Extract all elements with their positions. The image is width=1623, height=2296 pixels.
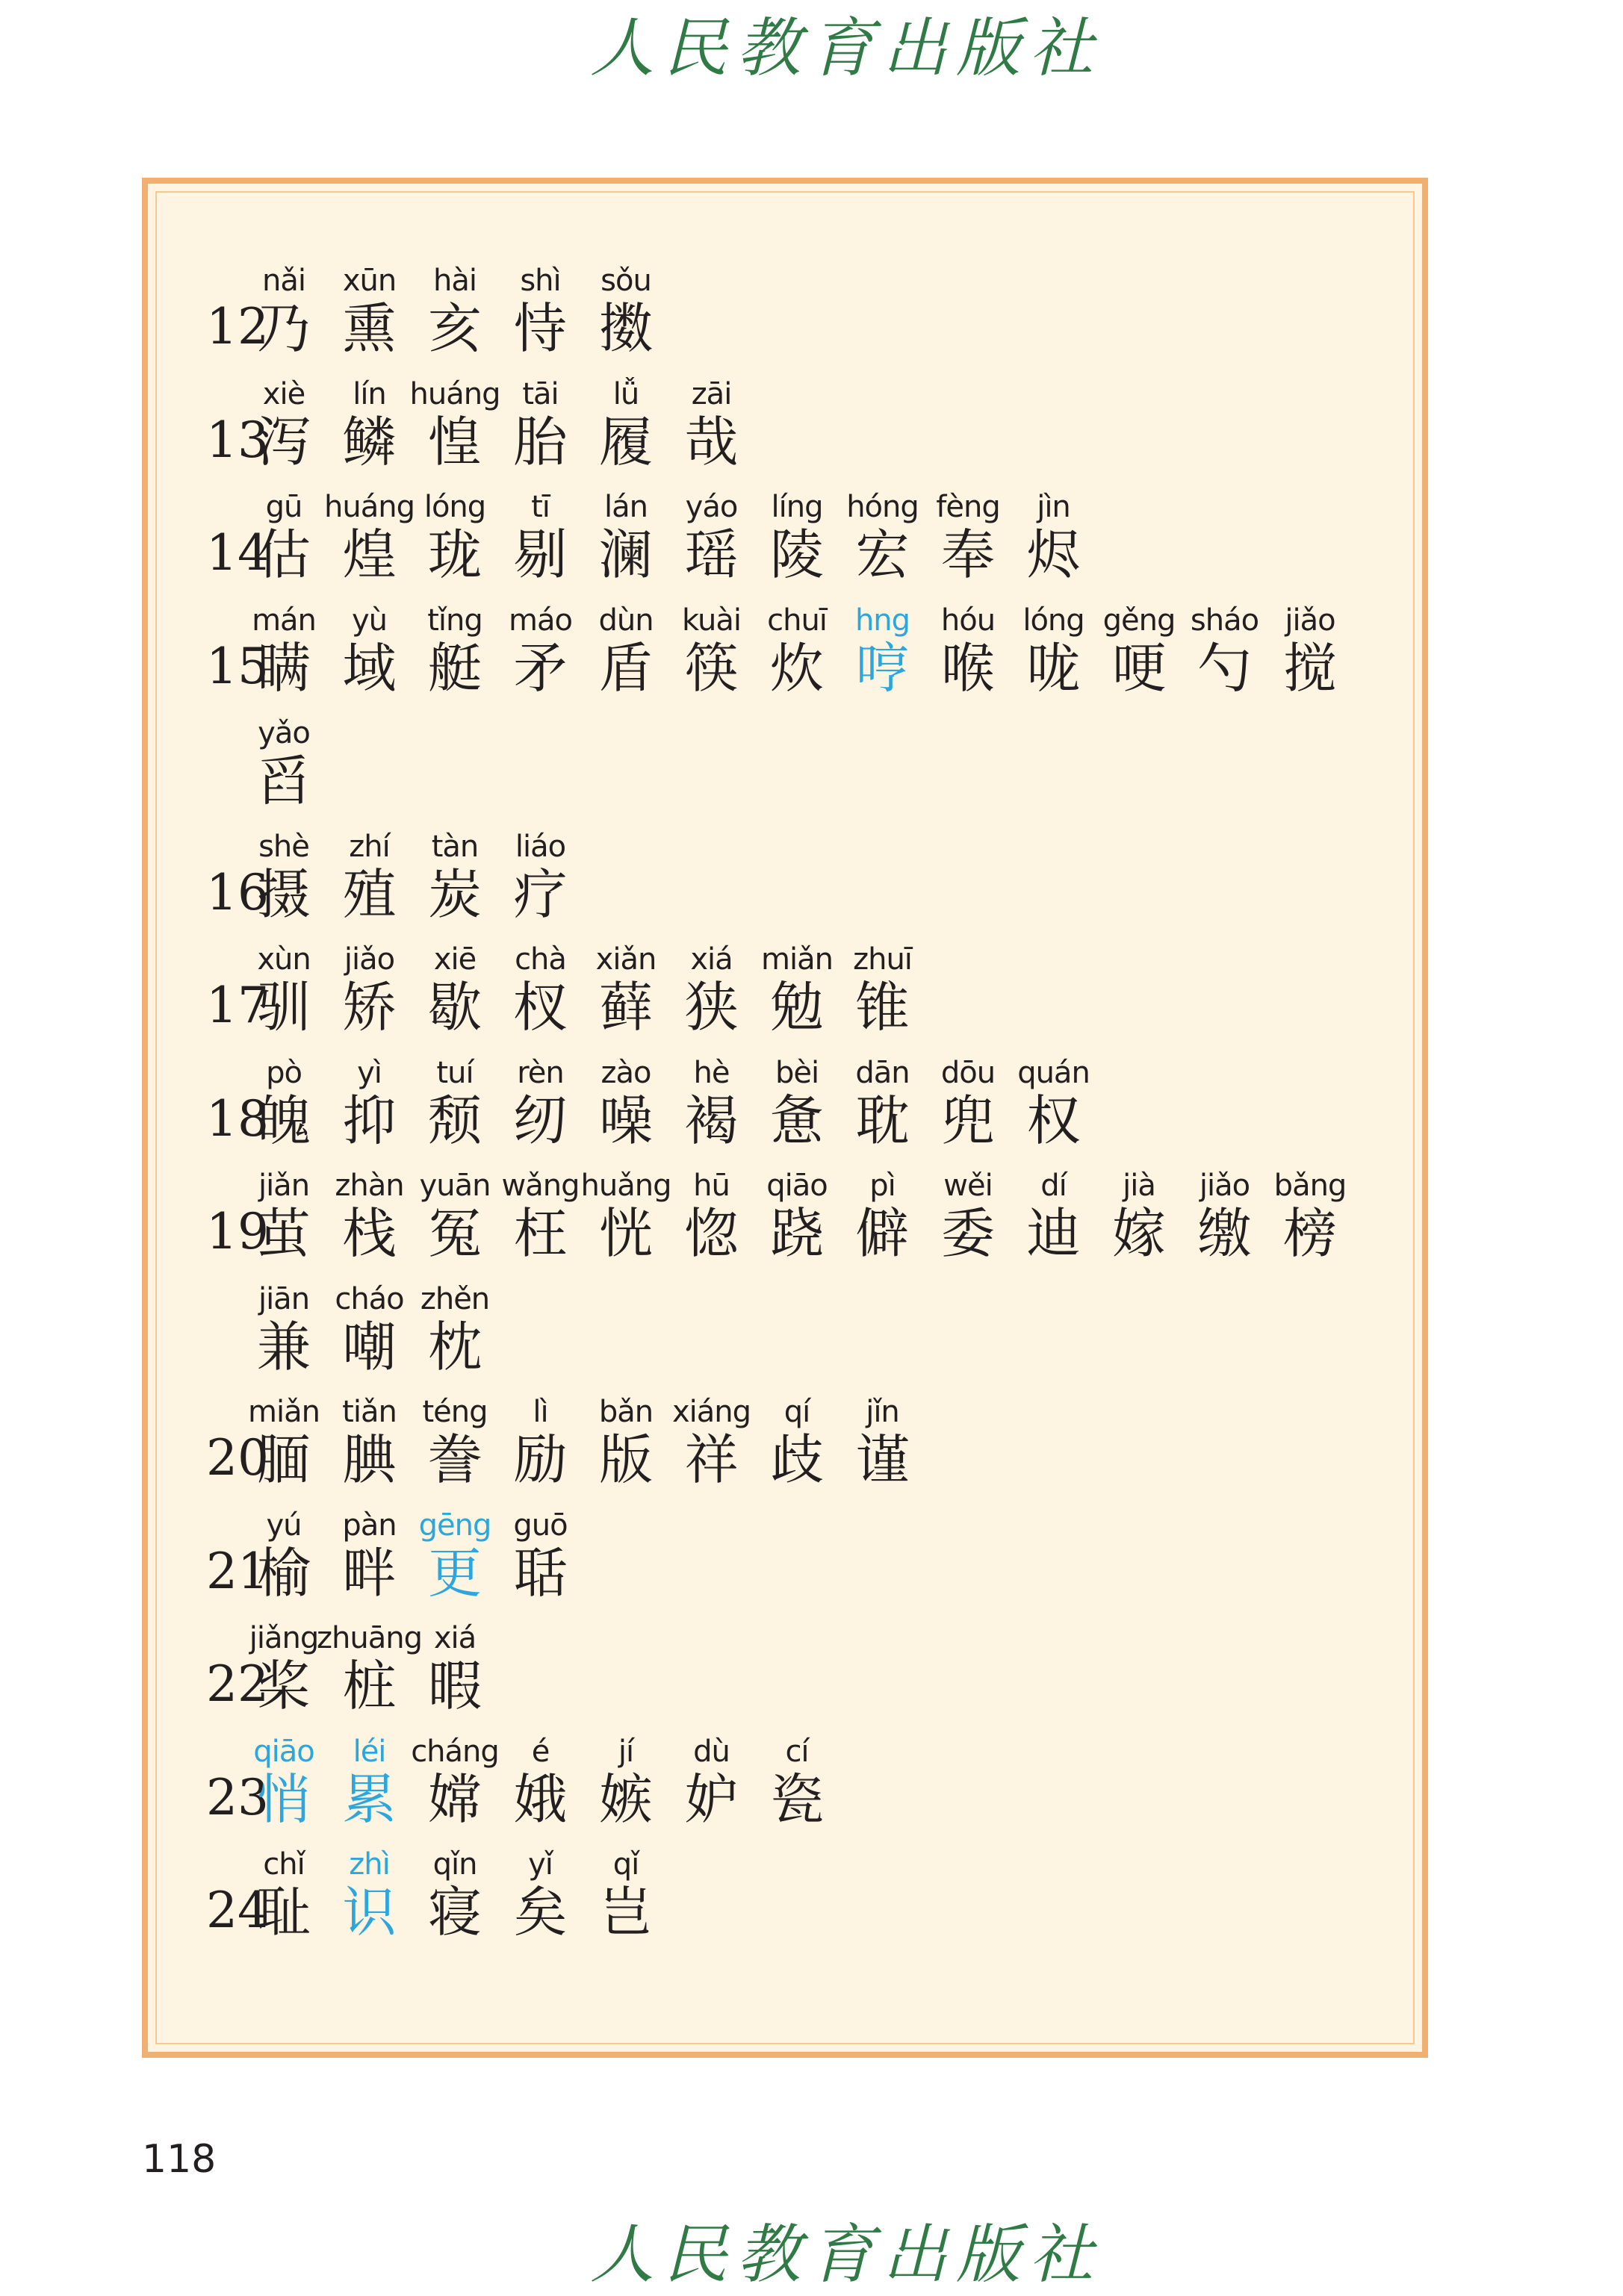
pinyin: quán (1017, 1055, 1090, 1090)
hanzi: 耽 (855, 1089, 910, 1152)
pinyin: wěi (943, 1169, 993, 1203)
hanzi: 勉 (769, 976, 824, 1039)
pinyin: hài (433, 264, 477, 298)
hanzi: 哉 (684, 410, 739, 473)
lesson-row (148, 1379, 1422, 1491)
pinyin: yáo (685, 490, 738, 524)
character-entry (240, 700, 327, 812)
hanzi: 剔 (513, 523, 568, 586)
lesson-row (148, 814, 1422, 926)
pinyin: pàn (342, 1508, 397, 1543)
hanzi: 惶 (427, 410, 482, 473)
lesson-number: 12 (206, 298, 269, 355)
hanzi: 熏 (342, 297, 397, 360)
hanzi: 殖 (342, 862, 397, 926)
pinyin: yú (266, 1508, 302, 1543)
lesson-row (148, 1493, 1422, 1605)
pinyin: qiāo (766, 1169, 828, 1203)
pinyin: bǎng (1273, 1169, 1347, 1203)
character-entry (497, 814, 584, 926)
pinyin: téng (422, 1395, 488, 1429)
pinyin: guō (513, 1508, 568, 1543)
pinyin: xūn (342, 264, 397, 298)
hanzi: 识 (342, 1881, 397, 1944)
lesson-number: 18 (206, 1089, 269, 1148)
hanzi: 胎 (513, 410, 568, 473)
hanzi: 咙 (1026, 636, 1081, 700)
hanzi: 疗 (513, 862, 568, 926)
hanzi: 嘲 (342, 1315, 397, 1378)
pinyin: jiǎo (344, 942, 395, 977)
hanzi: 兼 (256, 1315, 311, 1378)
lesson-row (148, 1153, 1422, 1265)
pinyin: shè (258, 829, 309, 864)
hanzi: 筷 (684, 636, 739, 700)
pinyin: zhí (349, 829, 390, 864)
pinyin: qiāo (253, 1734, 314, 1769)
pinyin: líng (771, 490, 823, 524)
pinyin: zhuī (853, 942, 912, 977)
hanzi: 烬 (1026, 523, 1081, 586)
hanzi: 寝 (427, 1881, 482, 1944)
pinyin: zhì (349, 1847, 390, 1882)
pinyin: lóng (423, 490, 486, 524)
hanzi: 狭 (684, 976, 739, 1039)
character-entry (583, 1832, 669, 1944)
lesson-number: 14 (206, 524, 269, 582)
hanzi: 茧 (256, 1202, 311, 1265)
pinyin: gēng (418, 1508, 491, 1543)
hanzi: 嫉 (598, 1767, 653, 1831)
hanzi: 冤 (427, 1202, 482, 1265)
pinyin: qí (783, 1395, 810, 1429)
hanzi: 魄 (256, 1089, 311, 1152)
hanzi: 嫦 (427, 1767, 482, 1831)
hanzi: 榆 (256, 1541, 311, 1605)
pinyin: gěng (1102, 603, 1176, 638)
pinyin: jiān (258, 1281, 310, 1316)
pinyin: lín (353, 376, 386, 411)
pinyin: cháng (411, 1734, 499, 1769)
pinyin: hóng (846, 490, 919, 524)
hanzi: 奉 (940, 523, 995, 586)
pinyin: sǒu (601, 264, 651, 298)
pinyin: lì (533, 1395, 548, 1429)
hanzi: 栈 (342, 1202, 397, 1265)
lesson-row (148, 1605, 1422, 1717)
pinyin: zào (601, 1055, 651, 1090)
pinyin: yì (357, 1055, 382, 1090)
pinyin: tuí (436, 1055, 474, 1090)
pinyin: kuài (682, 603, 741, 638)
hanzi: 歧 (769, 1428, 824, 1491)
character-entry (840, 927, 926, 1039)
pinyin: léi (353, 1734, 386, 1769)
hanzi: 炊 (769, 636, 824, 700)
hanzi: 腼 (256, 1428, 311, 1491)
pinyin: huǎng (580, 1169, 671, 1203)
hanzi: 颓 (427, 1089, 482, 1152)
pinyin: chà (515, 942, 566, 977)
lesson-row (148, 1719, 1422, 1831)
hanzi: 权 (1026, 1089, 1081, 1152)
hanzi: 泻 (256, 410, 311, 473)
hanzi: 摄 (256, 862, 311, 926)
pinyin: jiǎo (1199, 1169, 1250, 1203)
hanzi: 宏 (855, 523, 910, 586)
hanzi: 擞 (598, 297, 653, 360)
hanzi: 珑 (427, 523, 482, 586)
hanzi: 累 (342, 1767, 397, 1831)
pinyin: hè (693, 1055, 730, 1090)
hanzi: 搅 (1282, 636, 1337, 700)
hanzi: 矛 (513, 636, 568, 700)
pinyin: yù (351, 603, 388, 638)
hanzi: 暇 (427, 1655, 482, 1717)
lesson-number: 15 (206, 637, 269, 695)
hanzi: 乃 (256, 297, 311, 360)
publisher-header-logo: 人民教育出版社 (590, 11, 1102, 86)
pinyin: xiē (433, 942, 477, 977)
hanzi: 艇 (427, 636, 482, 700)
hanzi: 估 (256, 523, 311, 586)
pinyin: lǚ (612, 376, 639, 411)
pinyin: miǎn (761, 942, 833, 977)
lesson-list (148, 184, 1422, 2052)
lesson-row (148, 474, 1422, 586)
character-entry (412, 1266, 498, 1378)
lesson-row (148, 927, 1422, 1039)
hanzi: 跷 (769, 1202, 824, 1265)
pinyin: jǐn (866, 1395, 899, 1429)
hanzi: 褐 (684, 1089, 739, 1152)
pinyin: tiǎn (342, 1395, 397, 1429)
pinyin: xiá (690, 942, 733, 977)
lesson-number: 22 (206, 1655, 269, 1713)
hanzi: 舀 (256, 750, 311, 812)
pinyin: yǎo (258, 716, 310, 750)
character-entry (412, 1605, 498, 1717)
hanzi: 炭 (427, 862, 482, 926)
pinyin: fèng (936, 490, 1000, 524)
hanzi: 畔 (342, 1541, 397, 1605)
character-entry (1267, 588, 1353, 700)
hanzi: 煌 (342, 523, 397, 586)
character-entry (1267, 1153, 1353, 1265)
pinyin: jiǎng (249, 1621, 319, 1655)
hanzi: 桩 (342, 1655, 397, 1717)
pinyin: bèi (775, 1055, 819, 1090)
pinyin: zhàn (335, 1169, 404, 1203)
publisher-footer-logo: 人民教育出版社 (590, 2218, 1102, 2292)
pinyin: zhěn (420, 1281, 490, 1316)
hanzi: 嫁 (1111, 1202, 1166, 1265)
hanzi: 噪 (598, 1089, 653, 1152)
character-entry (840, 1379, 926, 1491)
hanzi: 腆 (342, 1428, 397, 1491)
hanzi: 版 (598, 1428, 653, 1491)
pinyin: liáo (515, 829, 566, 864)
pinyin: hóu (940, 603, 996, 638)
pinyin: qǐn (432, 1847, 477, 1882)
lesson-number: 23 (206, 1768, 269, 1826)
pinyin: wǎng (501, 1169, 580, 1203)
pinyin: rèn (517, 1055, 564, 1090)
hanzi: 委 (940, 1202, 995, 1265)
pinyin: hū (693, 1169, 730, 1203)
pinyin: xiǎn (595, 942, 657, 977)
hanzi: 僻 (855, 1202, 910, 1265)
pinyin: chǐ (263, 1847, 305, 1882)
character-entry (583, 248, 669, 360)
pinyin: xiá (433, 1621, 477, 1655)
pinyin: yuān (419, 1169, 491, 1203)
pinyin: dùn (598, 603, 654, 638)
character-entry (668, 361, 755, 473)
pinyin: tī (531, 490, 550, 524)
hanzi: 惚 (684, 1202, 739, 1265)
pinyin: xiè (262, 376, 305, 411)
hanzi: 恃 (513, 297, 568, 360)
lesson-row (148, 361, 1422, 473)
pinyin: lán (604, 490, 648, 524)
hanzi: 惫 (769, 1089, 824, 1152)
pinyin: huáng (324, 490, 415, 524)
hanzi: 勺 (1197, 636, 1252, 700)
hanzi: 悄 (256, 1767, 311, 1831)
pinyin: yǐ (528, 1847, 553, 1882)
lesson-number: 16 (206, 863, 269, 921)
pinyin: dōu (940, 1055, 996, 1090)
pinyin: jí (618, 1734, 634, 1769)
hanzi: 誊 (427, 1428, 482, 1491)
pinyin: máo (509, 603, 572, 638)
hanzi: 哼 (855, 636, 910, 700)
hanzi: 聒 (513, 1541, 568, 1605)
hanzi: 陵 (769, 523, 824, 586)
pinyin: miǎn (248, 1395, 320, 1429)
hanzi: 励 (513, 1428, 568, 1491)
hanzi: 锥 (855, 976, 910, 1039)
pinyin: tàn (431, 829, 479, 864)
hanzi: 鳞 (342, 410, 397, 473)
lesson-row (148, 1040, 1422, 1152)
pinyin: huáng (409, 376, 500, 411)
lesson-number: 24 (206, 1882, 269, 1939)
pinyin: dù (693, 1734, 730, 1769)
pinyin: nǎi (262, 264, 305, 298)
lesson-row-continuation (148, 700, 1422, 812)
lesson-number: 17 (206, 977, 269, 1034)
hanzi: 桨 (256, 1655, 311, 1717)
hanzi: 澜 (598, 523, 653, 586)
lesson-row (148, 1832, 1422, 1944)
character-entry (754, 1719, 840, 1831)
pinyin: cí (785, 1734, 809, 1769)
pinyin: tǐng (427, 603, 482, 638)
lesson-number: 20 (206, 1429, 269, 1487)
hanzi: 瓷 (769, 1767, 824, 1831)
hanzi: 亥 (427, 297, 482, 360)
pinyin: xiáng (671, 1395, 751, 1429)
hanzi: 喉 (940, 636, 995, 700)
hanzi: 兜 (940, 1089, 995, 1152)
pinyin: sháo (1190, 603, 1259, 638)
lesson-number: 13 (206, 411, 269, 469)
pinyin: jìn (1037, 490, 1070, 524)
pinyin: gū (265, 490, 302, 524)
character-table-frame (142, 178, 1428, 2058)
hanzi: 履 (598, 410, 653, 473)
pinyin: zāi (691, 376, 732, 411)
hanzi: 祥 (684, 1428, 739, 1491)
hanzi: 藓 (598, 976, 653, 1039)
hanzi: 瑶 (684, 523, 739, 586)
pinyin: shì (520, 264, 561, 298)
hanzi: 纫 (513, 1089, 568, 1152)
hanzi: 矣 (513, 1881, 568, 1944)
pinyin: jiǎo (1285, 603, 1335, 638)
hanzi: 娥 (513, 1767, 568, 1831)
pinyin: tāi (522, 376, 559, 411)
hanzi: 榜 (1282, 1202, 1337, 1265)
hanzi: 迪 (1026, 1202, 1081, 1265)
hanzi: 杈 (513, 976, 568, 1039)
hanzi: 矫 (342, 976, 397, 1039)
hanzi: 妒 (684, 1767, 739, 1831)
pinyin: xùn (257, 942, 311, 977)
hanzi: 瞒 (256, 636, 311, 700)
pinyin: pò (266, 1055, 302, 1090)
hanzi: 抑 (342, 1089, 397, 1152)
pinyin: dí (1040, 1169, 1067, 1203)
hanzi: 更 (427, 1541, 482, 1605)
lesson-row (148, 248, 1422, 360)
character-entry (497, 1493, 584, 1605)
pinyin: zhuāng (317, 1621, 422, 1655)
pinyin: cháo (335, 1281, 404, 1316)
pinyin: qǐ (612, 1847, 639, 1882)
pinyin: jià (1123, 1169, 1155, 1203)
hanzi: 恍 (598, 1202, 653, 1265)
character-entry (1011, 1040, 1097, 1152)
hanzi: 谨 (855, 1428, 910, 1491)
hanzi: 歇 (427, 976, 482, 1039)
hanzi: 枕 (427, 1315, 482, 1378)
hanzi: 枉 (513, 1202, 568, 1265)
hanzi: 耻 (256, 1881, 311, 1944)
pinyin: jiǎn (258, 1169, 310, 1203)
hanzi: 域 (342, 636, 397, 700)
page-number: 118 (142, 2137, 217, 2182)
pinyin: é (531, 1734, 550, 1769)
lesson-number: 21 (206, 1542, 269, 1600)
pinyin: dān (855, 1055, 910, 1090)
pinyin: hng (854, 603, 910, 638)
pinyin: mán (252, 603, 316, 638)
lesson-row (148, 588, 1422, 700)
lesson-row-continuation (148, 1266, 1422, 1378)
pinyin: pì (869, 1169, 896, 1203)
character-entry (1011, 474, 1097, 586)
hanzi: 盾 (598, 636, 653, 700)
hanzi: 岂 (598, 1881, 653, 1944)
hanzi: 驯 (256, 976, 311, 1039)
hanzi: 哽 (1111, 636, 1166, 700)
lesson-number: 19 (206, 1203, 269, 1260)
hanzi: 缴 (1197, 1202, 1252, 1265)
pinyin: bǎn (598, 1395, 654, 1429)
pinyin: lóng (1022, 603, 1084, 638)
pinyin: chuī (767, 603, 827, 638)
